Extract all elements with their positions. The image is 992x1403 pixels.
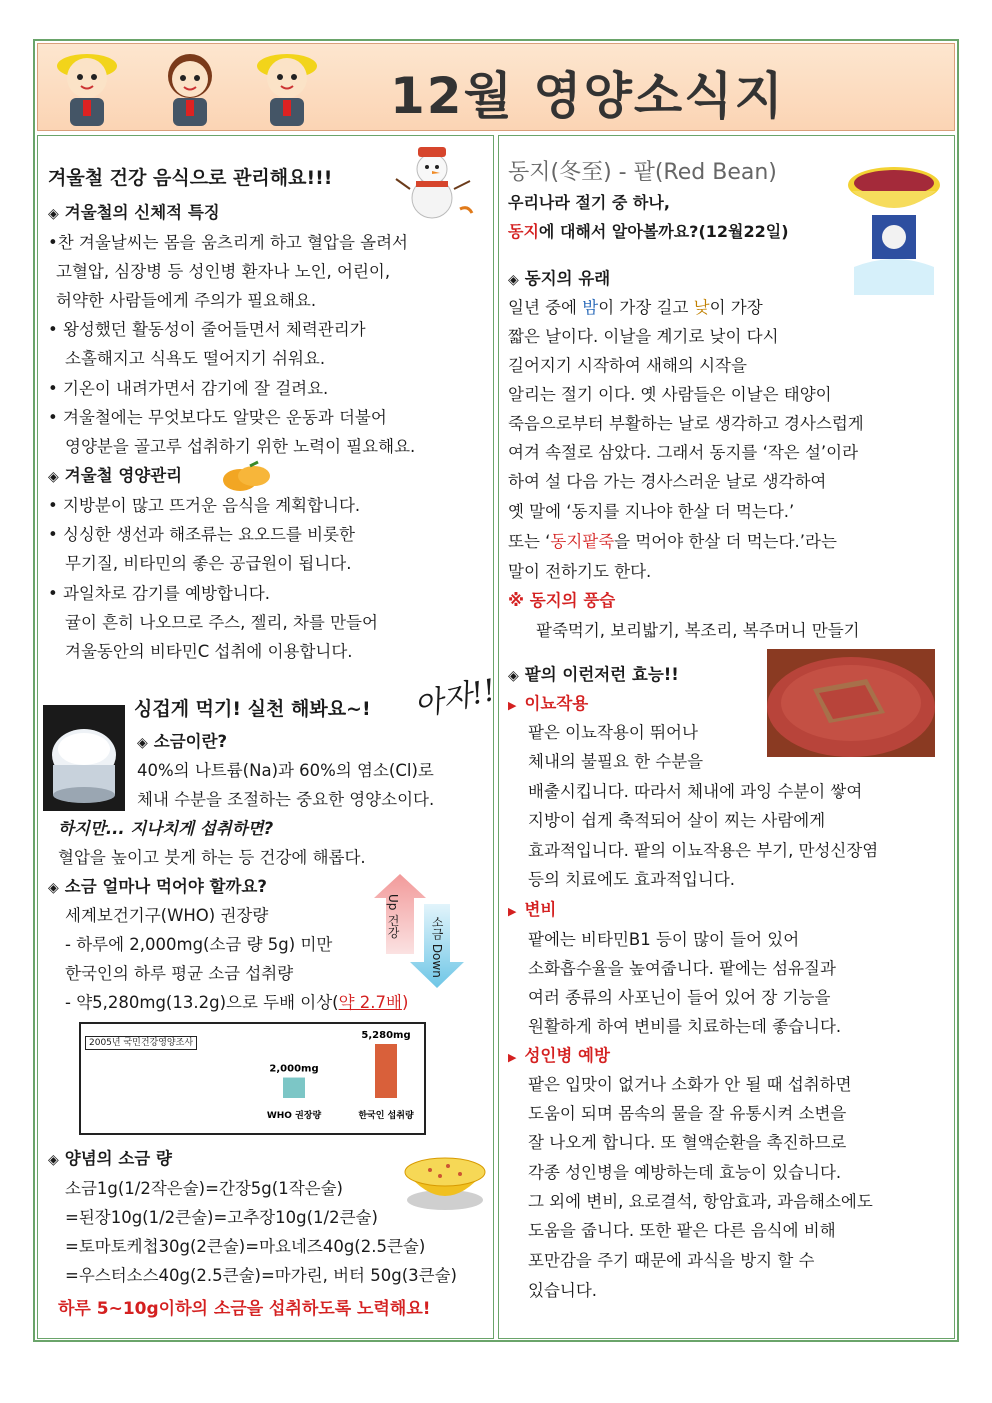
subheading bbox=[48, 1149, 172, 1170]
subheading-text: 겨울철의 신체적 특징 bbox=[64, 203, 220, 222]
highlight-word: 낮 bbox=[693, 298, 710, 317]
text-line: 각종 성인병을 예방하는데 효능이 있습니다. bbox=[528, 1163, 842, 1182]
kid-illustration bbox=[52, 44, 122, 128]
text-line: 체내의 불필요 한 수분을 bbox=[528, 752, 704, 771]
italic-question: 하지만... 지나치게 섭취하면? bbox=[58, 819, 274, 838]
text-line: 여겨 속절로 삼았다. 그래서 동지를 ‘작은 설’이라 bbox=[508, 443, 859, 462]
section-heading: 겨울철 건강 음식으로 관리해요!!! bbox=[48, 167, 333, 189]
effect-title bbox=[508, 1046, 610, 1068]
subheading-text: 팥의 이런저런 효능!! bbox=[524, 665, 679, 684]
text-line: 한국인의 하루 평균 소금 섭취량 bbox=[65, 964, 294, 983]
text-line bbox=[508, 298, 763, 318]
text-line: 도움을 줍니다. 또한 팥은 다른 음식에 비해 bbox=[528, 1221, 836, 1240]
soup-bowl-image bbox=[400, 1146, 490, 1214]
text-line: •찬 겨울날씨는 몸을 움츠리게 하고 혈압을 올려서 bbox=[48, 233, 408, 252]
salt-goal-banner: 하루 5~10g이하의 소금을 섭취하도록 노력해요! bbox=[58, 1299, 431, 1319]
chart-category-label: 한국인 섭취량 bbox=[358, 1111, 414, 1121]
text-segment: 또는 ‘ bbox=[508, 532, 551, 551]
text-line: 배출시킵니다. 따라서 체내에 과잉 수분이 쌓여 bbox=[528, 782, 863, 801]
text-line: 팥은 입맛이 없거나 소화가 안 될 때 섭취하면 bbox=[528, 1075, 852, 1094]
chart-value-label: 5,280mg bbox=[361, 1030, 411, 1041]
diamond-icon: ◈ bbox=[48, 1152, 59, 1168]
text-segment: 에 대해서 알아볼까요?(12월22일) bbox=[538, 222, 789, 241]
diamond-icon: ◈ bbox=[137, 735, 148, 751]
subheading bbox=[48, 877, 267, 898]
triangle-bullet-icon: ▶ bbox=[508, 1051, 517, 1064]
subheading-text: 동지의 유래 bbox=[524, 269, 611, 288]
text-line: 팥은 이뇨작용이 뛰어나 bbox=[528, 723, 698, 742]
text-line: 있습니다. bbox=[528, 1281, 598, 1300]
chart-bar bbox=[375, 1044, 397, 1098]
section-heading: 동지(冬至) - 팥(Red Bean) bbox=[508, 160, 777, 185]
text-line: • 왕성했던 활동성이 줄어들면서 체력관리가 bbox=[48, 320, 366, 339]
text-line: 소홀해지고 식욕도 떨어지기 쉬워요. bbox=[65, 349, 326, 368]
snowman-image bbox=[392, 143, 476, 221]
text-line: 혈압을 높이고 붓게 하는 등 건강에 해롭다. bbox=[58, 848, 366, 867]
diamond-icon: ◈ bbox=[508, 668, 519, 684]
subheading bbox=[48, 203, 220, 224]
effect-title-text: 변비 bbox=[524, 900, 557, 919]
text-line: 40%의 나트륨(Na)과 60%의 염소(Cl)로 bbox=[137, 761, 434, 780]
text-line: 원활하게 하여 변비를 치료하는데 좋습니다. bbox=[528, 1017, 842, 1036]
text-line: 길어지기 시작하여 새해의 시작을 bbox=[508, 356, 747, 375]
text-segment: 이 가장 길고 bbox=[598, 298, 694, 317]
text-line: • 싱싱한 생선과 해조류는 요오드를 비롯한 bbox=[48, 525, 355, 544]
kid-illustration bbox=[252, 44, 322, 128]
text-segment: ) bbox=[401, 993, 409, 1012]
text-line: 포만감을 주기 때문에 과식을 방지 할 수 bbox=[528, 1251, 815, 1270]
intro-line bbox=[508, 222, 789, 242]
subheading-text: 소금이란? bbox=[153, 732, 228, 751]
tangerine-image bbox=[220, 460, 272, 494]
text-line: 겨울동안의 비타민C 섭취에 이용합니다. bbox=[65, 642, 353, 661]
text-line: 등의 치료에도 효과적입니다. bbox=[528, 870, 736, 889]
text-line: 지방이 쉽게 축적되어 살이 찌는 사람에게 bbox=[528, 811, 826, 830]
salt-photo bbox=[43, 705, 125, 811]
diamond-icon: ◈ bbox=[48, 469, 59, 485]
text-line: 여러 종류의 사포닌이 들어 있어 장 기능을 bbox=[528, 988, 831, 1007]
arrow-down-label: 소금 Down bbox=[430, 916, 444, 978]
text-line: 영양분을 골고루 섭취하기 위한 노력이 필요해요. bbox=[65, 437, 416, 456]
subheading bbox=[508, 269, 610, 290]
diamond-icon: ◈ bbox=[508, 272, 519, 288]
diamond-icon: ◈ bbox=[48, 206, 59, 222]
text-line: 말이 전하기도 한다. bbox=[508, 562, 652, 581]
highlight-word: 밤 bbox=[582, 298, 599, 317]
text-line: 죽음으로부터 부활하는 날로 생각하고 경사스럽게 bbox=[508, 414, 864, 433]
text-line: 허약한 사람들에게 주의가 필요해요. bbox=[56, 291, 317, 310]
text-line: 고혈압, 심장병 등 성인병 환자나 노인, 어린이, bbox=[56, 262, 391, 281]
subheading bbox=[508, 665, 679, 686]
text-line: 잘 나오게 합니다. 또 혈액순환을 촉진하므로 bbox=[528, 1133, 847, 1152]
text-line bbox=[508, 532, 837, 552]
text-line: 옛 말에 ‘동지를 지나야 한살 더 먹는다.’ bbox=[508, 502, 795, 521]
text-line: =토마토케첩30g(2큰술)=마요네즈40g(2.5큰술) bbox=[65, 1237, 426, 1256]
subheading bbox=[137, 732, 227, 753]
highlight-ratio: 약 2.7배 bbox=[338, 993, 402, 1012]
subheading-text: 양념의 소금 량 bbox=[64, 1149, 172, 1168]
intro-line: 우리나라 절기 중 하나, bbox=[508, 193, 670, 212]
text-line: 알리는 절기 이다. 옛 사람들은 이날은 태양이 bbox=[508, 385, 832, 404]
arrow-up-label: Up 건강 bbox=[386, 894, 400, 939]
text-line: 세계보건기구(WHO) 권장량 bbox=[65, 906, 269, 925]
text-line: 귤이 흔히 나오므로 주스, 젤리, 차를 만들어 bbox=[65, 613, 378, 632]
highlight-word: 동지 bbox=[508, 222, 539, 241]
page-title: 12월 영양소식지 bbox=[390, 67, 785, 125]
chart-bar bbox=[283, 1078, 305, 1098]
text-line: - 하루에 2,000mg(소금 량 5g) 미만 bbox=[65, 935, 333, 954]
handwritten-cheer: 아자!! bbox=[411, 672, 499, 725]
text-line: =우스터소스40g(2.5큰술)=마가린, 버터 50g(3큰술) bbox=[65, 1266, 457, 1285]
text-line: • 겨울철에는 무엇보다도 알맞은 운동과 더불어 bbox=[48, 408, 387, 427]
text-line: =된장10g(1/2큰술)=고추장10g(1/2큰술) bbox=[65, 1208, 378, 1227]
text-line: 소금1g(1/2작은술)=간장5g(1작은술) bbox=[65, 1179, 343, 1198]
text-line: • 지방분이 많고 뜨거운 음식을 계획합니다. bbox=[48, 496, 361, 515]
text-line: 효과적입니다. 팥의 이뇨작용은 부기, 만성신장염 bbox=[528, 841, 879, 860]
text-line: • 과일차로 감기를 예방합니다. bbox=[48, 584, 270, 603]
subheading-text: 겨울철 영양관리 bbox=[64, 466, 183, 485]
text-line: 짧은 날이다. 이날을 계기로 낮이 다시 bbox=[508, 327, 779, 346]
text-line: 도움이 되며 몸속의 물을 잘 유통시켜 소변을 bbox=[528, 1104, 847, 1123]
text-line: • 기온이 내려가면서 감기에 잘 걸려요. bbox=[48, 379, 329, 398]
chart-canvas bbox=[81, 1024, 424, 1133]
text-line bbox=[65, 993, 408, 1013]
subheading-text: 소금 얼마나 먹어야 할까요? bbox=[64, 877, 267, 896]
text-line: 그 외에 변비, 요로결석, 항암효과, 과음해소에도 bbox=[528, 1192, 873, 1211]
text-segment: - 약5,280mg(13.2g)으로 두배 이상( bbox=[65, 993, 339, 1012]
effect-title bbox=[508, 900, 556, 922]
triangle-bullet-icon: ▶ bbox=[508, 905, 517, 918]
effect-title-text: 성인병 예방 bbox=[524, 1046, 610, 1065]
chart-title: 2005년 국민건강영양조사 bbox=[85, 1036, 197, 1050]
text-line: 무기질, 비타민의 좋은 공급원이 됩니다. bbox=[65, 554, 352, 573]
text-line: 체내 수분을 조절하는 중요한 영양소이다. bbox=[137, 790, 435, 809]
text-line: 팥에는 비타민B1 등이 많이 들어 있어 bbox=[528, 930, 800, 949]
subheading bbox=[48, 466, 182, 487]
effect-title-text: 이뇨작용 bbox=[524, 694, 589, 713]
red-bean-porridge-image bbox=[842, 155, 946, 297]
highlight-word: 동지팥죽 bbox=[550, 532, 615, 551]
kid-illustration bbox=[155, 44, 225, 128]
chart-category-label: WHO 권장량 bbox=[266, 1111, 322, 1121]
subheading: ※ 동지의 풍습 bbox=[508, 591, 616, 610]
text-line: 팥죽먹기, 보리밟기, 복조리, 복주머니 만들기 bbox=[536, 621, 860, 640]
chart-value-label: 2,000mg bbox=[269, 1063, 319, 1075]
red-bean-photo bbox=[767, 649, 935, 757]
effect-title bbox=[508, 694, 588, 716]
diamond-icon: ◈ bbox=[48, 880, 59, 896]
text-line: 소화흡수율을 높여줍니다. 팥에는 섬유질과 bbox=[528, 959, 836, 978]
text-line: 하여 설 다음 가는 경사스러운 날로 생각하여 bbox=[508, 472, 827, 491]
text-segment: 을 먹어야 한살 더 먹는다.’라는 bbox=[614, 532, 837, 551]
triangle-bullet-icon: ▶ bbox=[508, 699, 517, 712]
text-segment: 이 가장 bbox=[709, 298, 763, 317]
text-segment: 일년 중에 bbox=[508, 298, 583, 317]
salt-intake-chart bbox=[79, 1022, 426, 1135]
section-heading: 싱겁게 먹기! 실천 해봐요~! bbox=[134, 698, 371, 720]
